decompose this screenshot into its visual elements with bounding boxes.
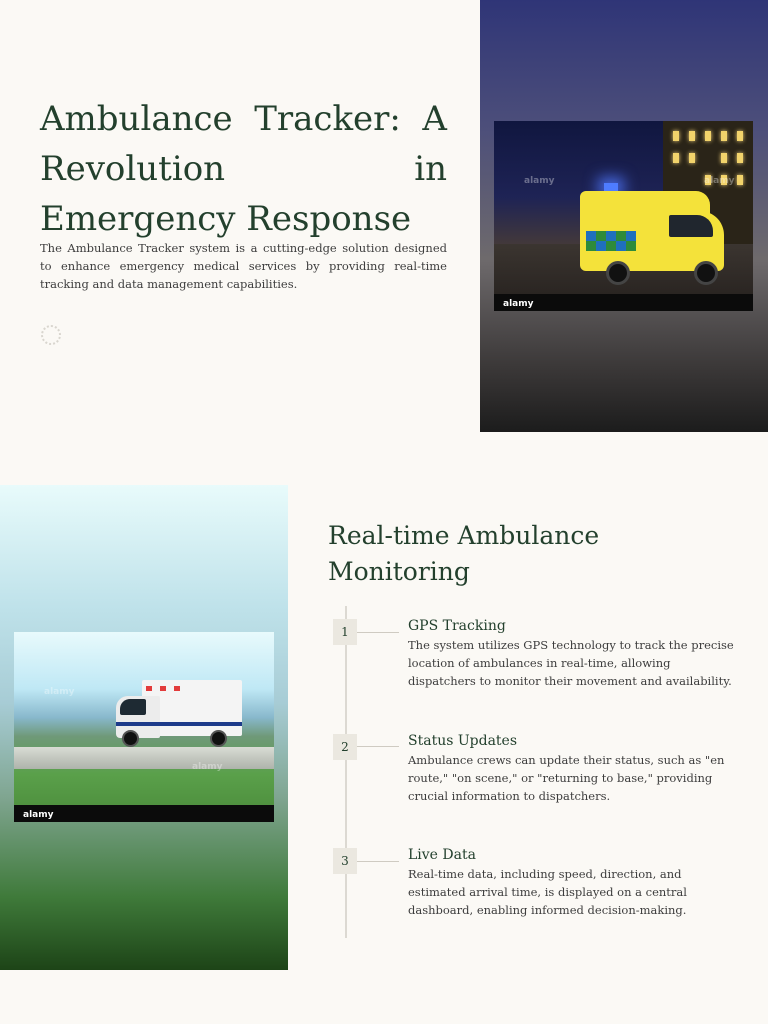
daytime-ambulance-photo — [14, 632, 274, 822]
step-number-badge: 2 — [333, 734, 357, 760]
side-image-panel — [0, 485, 288, 970]
photo-caption-bar — [14, 805, 274, 822]
step-number-badge: 3 — [333, 848, 357, 874]
night-ambulance-photo — [494, 121, 753, 311]
alamy-logo: alamy — [503, 299, 534, 309]
watermark: alamy — [44, 687, 75, 697]
watermark: alamy — [192, 762, 223, 772]
step-description: The system utilizes GPS technology to track the precise location of ambulances in real-time, allowing dispatchers to monitor their movement and availability. — [408, 638, 734, 688]
step-title: Status Updates — [408, 733, 518, 749]
loading-spinner-icon — [41, 325, 61, 345]
watermark: alamy — [704, 176, 735, 186]
hero-image-panel — [480, 0, 768, 432]
step-number-badge: 1 — [333, 619, 357, 645]
intro-paragraph: The Ambulance Tracker system is a cutting-edge solution designed to enhance emergency medical services by providing real-time tracking and data management capabilities. — [40, 241, 447, 291]
step-title: GPS Tracking — [408, 618, 506, 634]
section-title: Real-time Ambulance Monitoring — [328, 521, 600, 586]
step-title: Live Data — [408, 847, 476, 863]
alamy-logo: alamy — [23, 810, 54, 820]
step-description: Real-time data, including speed, direction, and estimated arrival time, is displayed on a central dashboard, enabling informed decision-making. — [408, 867, 687, 917]
watermark: alamy — [524, 176, 555, 186]
siren-light-icon — [146, 686, 152, 691]
page-title: Ambulance Tracker: A Revolution in Emergency Response — [40, 99, 447, 239]
timeline-connector — [357, 632, 399, 633]
siren-light-icon — [604, 183, 618, 191]
timeline-connector — [357, 861, 399, 862]
timeline-connector — [357, 746, 399, 747]
photo-caption-bar — [494, 294, 753, 311]
timeline-line — [345, 606, 347, 938]
step-description: Ambulance crews can update their status, such as "en route," "on scene," or "returning to base," providing crucial information to dispatchers. — [408, 753, 725, 803]
